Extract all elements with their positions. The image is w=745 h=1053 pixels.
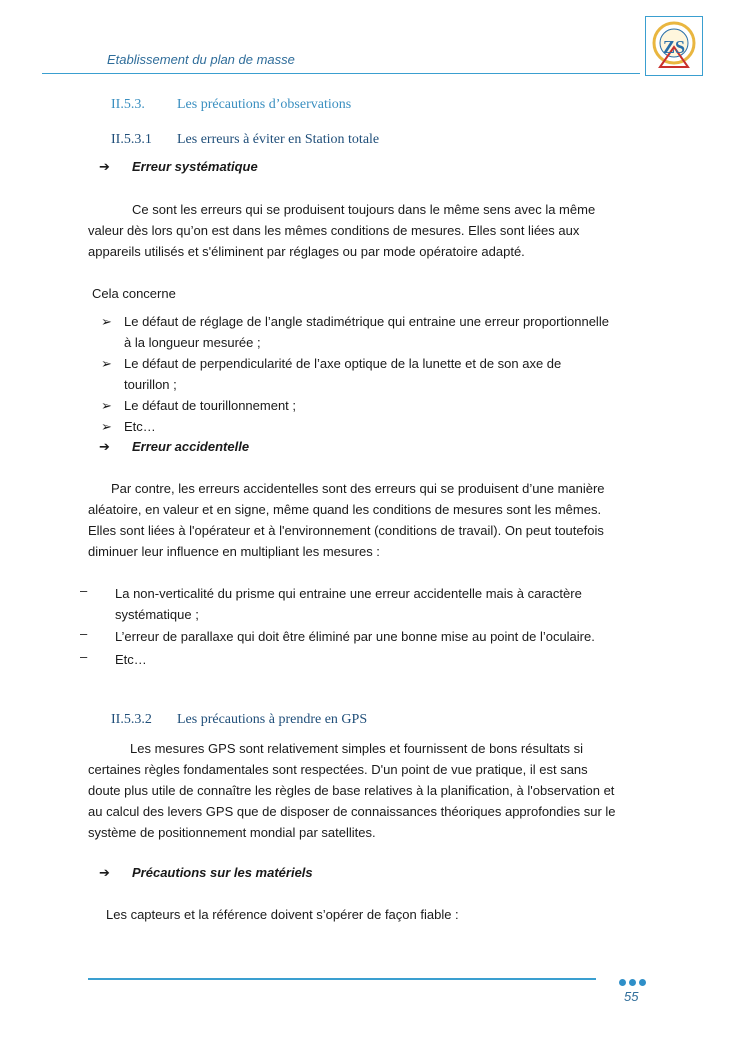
arrow-right-icon: ➔ [99, 439, 110, 454]
para3-line: système de positionnement mondial par satellites. [88, 825, 376, 840]
arrow-right-icon: ➔ [99, 159, 110, 174]
chevron-bullet-icon: ➢ [101, 398, 112, 413]
chevron-bullet-icon: ➢ [101, 419, 112, 434]
section-heading-1: II.5.3. Les précautions d’observations [111, 97, 352, 112]
chevron-bullet-icon: ➢ [101, 314, 112, 329]
para2-line: Par contre, les erreurs accidentelles sont des erreurs qui se produisent d’une manière [111, 481, 605, 496]
para2-line: aléatoire, en valeur et en signe, même quand les conditions de mesures sont les mêmes. [88, 502, 602, 517]
list-item: Le défaut de tourillonnement ; [124, 398, 297, 413]
arrow-item-equipment: ➔ Précautions sur les matériels [99, 865, 313, 880]
list-item-continued: systématique ; [115, 607, 199, 622]
page-number: 55 [624, 989, 639, 1004]
dash-bullet-icon: – [80, 626, 88, 641]
chevron-bullet-icon: ➢ [101, 356, 112, 371]
list-item: Etc… [124, 419, 156, 434]
para1-line: appareils utilisés et s'éliminent par réglages ou par mode opératoire adapté. [88, 244, 525, 259]
cela-concerne: Cela concerne [92, 286, 176, 301]
footer-dot-icon [619, 979, 626, 986]
para2-line: Elles sont liées à l'opérateur et à l'environnement (conditions de travail). On peut toutefois [88, 523, 604, 538]
para2-line: diminuer leur influence en multipliant les mesures : [88, 544, 380, 559]
list-item-continued: à la longueur mesurée ; [124, 335, 261, 350]
institution-logo [645, 16, 703, 76]
list-item: Le défaut de perpendicularité de l’axe optique de la lunette et de son axe de [124, 356, 562, 371]
para4-line: Les capteurs et la référence doivent s’opérer de façon fiable : [106, 907, 459, 922]
section-heading-3: II.5.3.2 Les précautions à prendre en GPS [111, 712, 368, 727]
list-item: Etc… [115, 652, 147, 667]
arrow-item-systematic: ➔ Erreur systématique [99, 159, 258, 174]
arrow-right-icon: ➔ [99, 865, 110, 880]
list-item-continued: tourillon ; [124, 377, 177, 392]
para3-line: certaines règles fondamentales sont respectées. D'un point de vue pratique, il est sans [88, 762, 588, 777]
list-item: L’erreur de parallaxe qui doit être éliminé par une bonne mise au point de l’oculaire. [115, 629, 595, 644]
logo-text: ZS [662, 37, 686, 57]
footer-dot-icon [629, 979, 636, 986]
para3-line: au calcul des levers GPS que de disposer de connaissances théoriques approfondies sur le [88, 804, 616, 819]
para1-line: valeur dès lors qu’on est dans les mêmes conditions de mesures. Elles sont liées aux [88, 223, 580, 238]
header-rule [42, 73, 640, 74]
running-header: Etablissement du plan de masse [107, 52, 295, 67]
arrow-item-accidental: ➔ Erreur accidentelle [99, 439, 250, 454]
list-item: Le défaut de réglage de l’angle stadimétrique qui entraine une erreur proportionnelle [124, 314, 609, 329]
para1-line: Ce sont les erreurs qui se produisent toujours dans le même sens avec la même [132, 202, 596, 217]
list-item: La non-verticalité du prisme qui entraine une erreur accidentelle mais à caractère [115, 586, 582, 601]
footer-rule [88, 978, 596, 980]
logo-emblem-icon [646, 17, 702, 75]
para3-line: Les mesures GPS sont relativement simples et fournissent de bons résultats si [130, 741, 584, 756]
dash-bullet-icon: – [80, 649, 88, 664]
footer-dot-icon [639, 979, 646, 986]
para3-line: doute plus utile de connaître les règles de base relatives à la planification, à l'observation et [88, 783, 615, 798]
section-heading-2: II.5.3.1 Les erreurs à éviter en Station totale [111, 132, 380, 147]
dash-bullet-icon: – [80, 583, 88, 598]
